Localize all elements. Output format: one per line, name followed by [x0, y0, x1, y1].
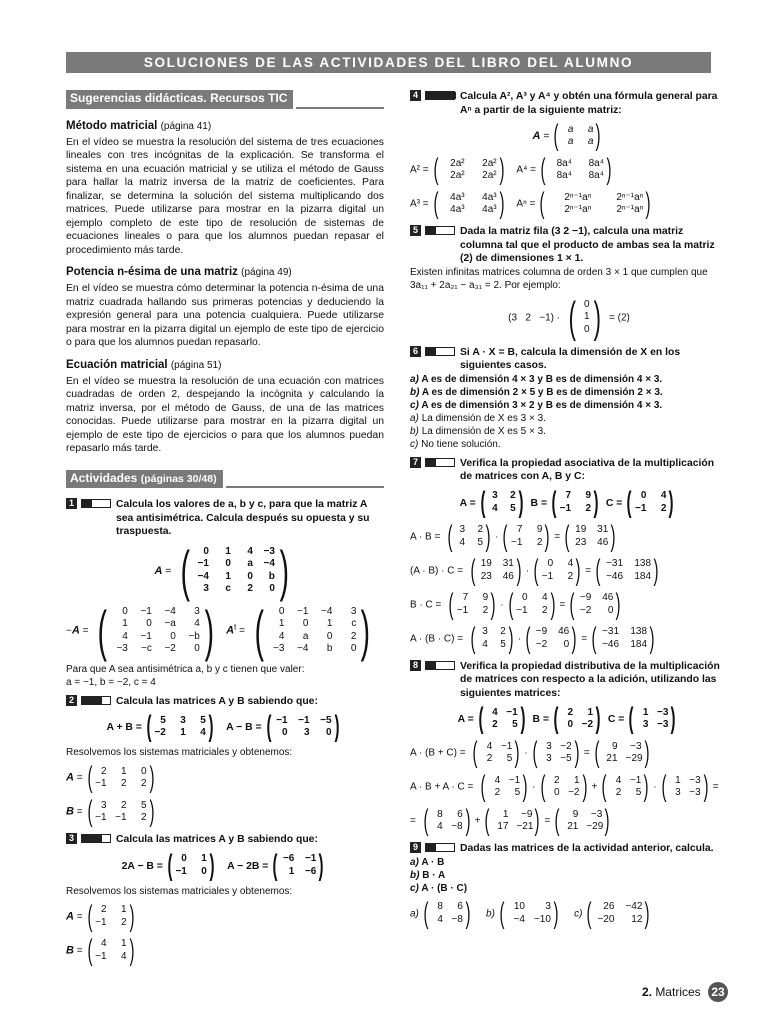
exercise-number: 5: [410, 225, 421, 236]
exercise-text: Existen infinitas matrices columna de orden 3 × 1 que cumplen que 3a₁₁ + 2a₂₁ − a₃₁ = 2. Por ejemplo:: [410, 266, 708, 291]
distributive-right: A · B + A · C = ( 4 −1 2 5 ) · ( 2 1 0 −2 ) + ( 4 −1 2 5 ) · ( 1 −3 3 −3 ) =: [410, 770, 719, 804]
exercise-number: 7: [410, 457, 421, 468]
exercise-5: [410, 225, 728, 266]
exercise-3: [66, 833, 384, 847]
page-number: 23: [708, 982, 728, 1002]
exercise-4: [410, 90, 728, 117]
exercise-question: Calcula las matrices A y B sabiendo que:: [116, 695, 318, 707]
matrices-ABC: A = ( 3 2 4 5 ) B = ( 7 9 −1 2 ) C = ( 0 4 −1 2 ): [459, 485, 674, 519]
answer-c: c) No tiene solución.: [410, 438, 501, 450]
exercise-2: [66, 695, 384, 709]
answers-ex9: a) ( 8 6 4 −8 ) b) ( 10 3 −4 −10 ) c) ( 26 −42 −20 12 ): [410, 896, 650, 930]
difficulty-icon: [81, 499, 111, 508]
product-AB: A · B = ( 3 2 4 5 ) · ( 7 9 −1 2 ) = ( 19 31 23 46 ): [410, 519, 616, 553]
section-tag-actividades: Actividades (páginas 30/48): [66, 470, 223, 489]
exercise-number: 6: [410, 346, 421, 357]
distributive-left: A · (B + C) = ( 4 −1 2 5 ) · ( 3 −2 3 −5 ) = ( 9 −3 21 −29 ): [410, 736, 650, 770]
divider: [226, 486, 384, 488]
difficulty-icon: [425, 347, 455, 356]
exercise-number: 8: [410, 660, 421, 671]
system-equations: 2A − B = ( 0 1 −1 0 ) A − 2B = ( −6 −1 1 −6 ): [121, 848, 324, 882]
matrix-B-result: B = ( 3 2 5 −1 −1 2 ): [66, 795, 155, 829]
exercise-question: Si A · X = B, calcula la dimensión de X en los siguientes casos.: [460, 346, 681, 372]
left-column: [66, 90, 384, 970]
case-b: b) A es de dimensión 2 × 5 y B es de dimensión 2 × 3.: [410, 386, 663, 398]
example-product: (3 2 −1) · ( 0 1 0 ) = (2): [508, 292, 630, 342]
right-column: [410, 90, 728, 933]
product-BC: B · C = ( 7 9 −1 2 ) · ( 0 4 −1 2 ) = ( −9 46 −2 0 ): [410, 587, 621, 621]
condition-text: Para que A sea antisimétrica a, b y c tienen que valer:: [66, 663, 305, 675]
case-a: a) A · B: [410, 856, 445, 868]
paragraph-potencia: En el vídeo se muestra cómo determinar la potencia n-ésima de una matriz cuadrada hallando sus primeras potencias y deduciendo la expresión general para una potencia cualquiera. Puede utilizarse para mostrar en la pizarra digital un ejemplo de este tipo de ejercicio o para que los alumnos puedan repasarlo.: [66, 283, 384, 349]
exercise-question: Calcula los valores de a, b y c, para que la matriz A sea antisimétrica. Calcula después su opuesta y su traspuesta.: [116, 499, 370, 538]
exercise-question: Verifica la propiedad distributiva de la multiplicación de matrices con respecto a la adición, utilizando las siguientes matrices:: [460, 660, 720, 699]
exercise-1: [66, 498, 384, 539]
heading-metodo: Método matricial (página 41): [66, 119, 212, 132]
opposite-transpose: −A = ( 0 −1 −4 3 1 0 −a 4 4 −1 0 −b −3 −c −2 0 ) $A^t$ = ( 0 −1 −4 3 1 0 1 c 4 a 0 2 −3 −4 b 0 ): [66, 598, 371, 662]
exercise-number: 4: [410, 90, 421, 101]
resolve-text: Resolvemos los sistemas matriciales y obtenemos:: [66, 747, 293, 759]
answer-a: a) La dimensión de X es 3 × 3.: [410, 412, 546, 424]
divider: [296, 107, 384, 109]
matrix-A-result: A = ( 2 1 −1 2 ): [66, 899, 135, 933]
section-tag-recursos: Sugerencias didácticas. Recursos TIC: [66, 90, 293, 109]
exercise-number: 2: [66, 695, 77, 706]
answer-b: b) La dimensión de X es 5 × 3.: [410, 425, 546, 437]
exercise-6: [410, 346, 728, 373]
heading-ecuacion: Ecuación matricial (página 51): [66, 358, 222, 371]
paragraph-ecuacion: En el vídeo se muestra la resolución de una ecuación con matrices cuadradas de orden 2, despejando la incógnita y calculando la matriz inversa, por el método de Gauss, de una de las matrices conocidas. Puede utilizarse para mostrar en la pizarra digital un ejemplo de este tipo de ejercicios o para que los alumnos puedan repasarlo más tarde.: [66, 375, 384, 455]
product-ABC: (A · B) · C = ( 19 31 23 46 ) · ( 0 4 −1 2 ) = ( −31 138 −46 184 ): [410, 553, 659, 587]
case-b: b) B · A: [410, 869, 446, 881]
product-A-BC: A · (B · C) = ( 3 2 4 5 ) · ( −9 46 −2 0 ) = ( −31 138 −46 184 ): [410, 621, 655, 655]
exercise-9: [410, 842, 728, 856]
resolve-text: Resolvemos los sistemas matriciales y obtenemos:: [66, 885, 293, 897]
exercise-number: 9: [410, 842, 421, 853]
exercise-question: Calcula A², A³ y A⁴ y obtén una fórmula general para Aⁿ a partir de la siguiente matriz:: [460, 91, 718, 116]
page-banner: SOLUCIONES DE LAS ACTIVIDADES DEL LIBRO DEL ALUMNO: [66, 52, 711, 73]
difficulty-icon: [81, 834, 111, 843]
difficulty-icon: [81, 696, 111, 705]
result-text: a = −1, b = −2, c = 4: [66, 676, 156, 688]
distributive-result: = ( 8 6 4 −8 ) + ( 1 −9 17 −21 ) = ( 9 −3 21 −29 ): [410, 804, 610, 838]
exercise-question: Dada la matriz fila (3 2 −1), calcula una matriz columna tal que el producto de ambas sea la matriz (2) de dimensiones 1 × 1.: [460, 226, 715, 265]
exercise-question: Verifica la propiedad asociativa de la multiplicación de matrices con A, B y C:: [460, 457, 715, 483]
difficulty-icon: [425, 843, 455, 852]
system-equations: A + B = ( 5 3 5 −2 1 4 ) A − B = ( −1 −1 −5 0 3 0 ): [106, 710, 340, 744]
matrix-A-equation: A = ( 0 1 4 −3 −1 0 a −4 −4 1 0 b 3 c 2 0 ): [154, 538, 289, 602]
matrix-A-result: A = ( 2 1 0 −1 2 2 ): [66, 761, 155, 795]
matrices-ABC: A = ( 4 −1 2 5 ) B = ( 2 1 0 −2 ) C = ( 1 −3 3 −3 ): [457, 702, 676, 736]
page-footer: [642, 982, 728, 1002]
paragraph-metodo: En el vídeo se muestra la resolución del sistema de tres ecuaciones lineales con tres incógnitas de la explicación. Se transforma el sistema en una ecuación matricial y se utiliza el método de Gauss para hallar la matriz inversa de la matriz de coeficientes. Para finalizar, se determina la solución del sistema multiplicando dos matrices. Puede utilizarse para mostrar en la pizarra digital un ejemplo completo de este tipo de resolución de sistemas de ecuaciones lineales o para que los alumnos puedan repasar el procedimiento más tarde.: [66, 136, 384, 256]
exercise-question: Dadas las matrices de la actividad anterior, calcula.: [460, 843, 714, 855]
case-a: a) A es de dimensión 4 × 3 y B es de dimensión 4 × 3.: [410, 373, 663, 385]
chapter-number: 2.: [641, 985, 652, 999]
exercise-7: [410, 457, 728, 484]
exercise-question: Calcula las matrices A y B sabiendo que:: [116, 834, 318, 846]
case-c: c) A es de dimensión 3 × 2 y B es de dimensión 4 × 3.: [410, 399, 663, 411]
powers-row-2: A³ = ( 4a³ 4a³ 4a³ 4a³ ) Aⁿ = ( 2ⁿ⁻¹aⁿ 2ⁿ⁻¹aⁿ 2ⁿ⁻¹aⁿ 2ⁿ⁻¹aⁿ ): [410, 187, 651, 221]
difficulty-icon: [425, 91, 455, 100]
heading-potencia: Potencia n-ésima de una matriz (página 49): [66, 266, 292, 279]
matrix-B-result: B = ( 4 1 −1 4 ): [66, 933, 135, 967]
difficulty-icon: [425, 458, 455, 467]
exercise-number: 1: [66, 498, 77, 509]
difficulty-icon: [425, 661, 455, 670]
exercise-number: 3: [66, 833, 77, 844]
difficulty-icon: [425, 226, 455, 235]
matrix-A: A = ( a a a a ): [532, 119, 601, 153]
case-c: c) A · (B · C): [410, 882, 468, 894]
powers-row-1: A² = ( 2a² 2a² 2a² 2a² ) A⁴ = ( 8a⁴ 8a⁴ 8a⁴ 8a⁴ ): [410, 153, 612, 187]
chapter-title: Matrices: [655, 985, 701, 999]
exercise-8: [410, 660, 728, 701]
